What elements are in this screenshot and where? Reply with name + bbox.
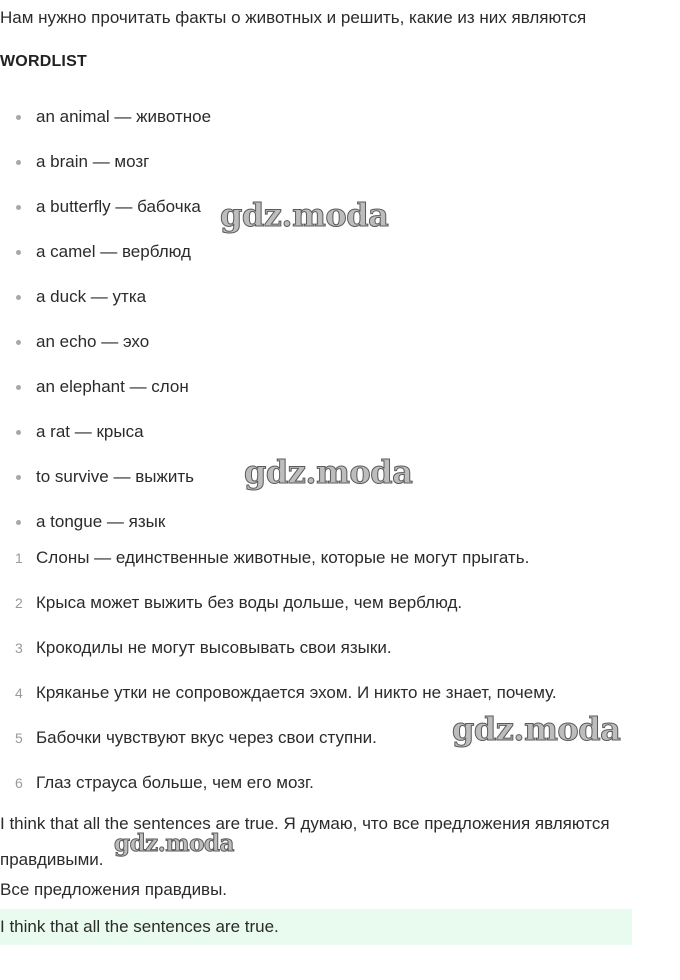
watermark-logo: gdz.moda [220, 196, 389, 234]
watermark-logo: gdz.moda [244, 453, 413, 491]
wordlist-item [0, 374, 211, 419]
wordlist-item [0, 419, 211, 464]
wordlist-item-text: a rat — крыса [36, 422, 144, 441]
facts-list [0, 545, 557, 815]
bullet-icon [16, 430, 21, 435]
bullet-icon [16, 250, 21, 255]
bullet-icon [16, 340, 21, 345]
fact-text: Глаз страуса больше, чем его мозг. [36, 773, 314, 792]
fact-number: 4 [15, 685, 23, 701]
fact-text: Бабочки чувствуют вкус через свои ступни. [36, 728, 377, 747]
wordlist-item [0, 329, 211, 374]
fact-text: Крокодилы не могут высовывать свои языки. [36, 638, 392, 657]
wordlist-item-text: a duck — утка [36, 287, 147, 306]
fact-text: Кряканье утки не сопровождается эхом. И никто не знает, почему. [36, 683, 557, 702]
wordlist-item [0, 464, 211, 509]
summary-text: Все предложения правдивы. [0, 880, 228, 899]
bullet-icon [16, 295, 21, 300]
wordlist-item [0, 104, 211, 149]
watermark-logo: gdz.moda [452, 710, 621, 748]
highlighted-answer: I think that all the sentences are true. [0, 909, 632, 945]
fact-text: Слоны — единственные животные, которые не могут прыгать. [36, 548, 530, 567]
answer-paragraph: I think that all the sentences are true. Я думаю, что все предложения являются правдивыми. [0, 814, 610, 869]
fact-item [0, 725, 557, 770]
wordlist-item [0, 149, 211, 194]
wordlist-item-text: to survive — выжить [36, 467, 194, 486]
wordlist-item-text: an animal — животное [36, 107, 212, 126]
wordlist-item-text: a brain — мозг [36, 152, 150, 171]
fact-item [0, 635, 557, 680]
wordlist-item [0, 194, 211, 239]
wordlist [0, 104, 211, 554]
intro-text: Нам нужно прочитать факты о животных и решить, какие из них являются [0, 8, 587, 27]
wordlist-item [0, 239, 211, 284]
fact-item [0, 545, 557, 590]
bullet-icon [16, 160, 21, 165]
bullet-icon [16, 520, 21, 525]
fact-number: 2 [15, 595, 23, 611]
wordlist-item [0, 284, 211, 329]
wordlist-item-text: a butterfly — бабочка [36, 197, 201, 216]
fact-number: 5 [15, 730, 23, 746]
wordlist-item-text: an elephant — слон [36, 377, 189, 396]
fact-item [0, 590, 557, 635]
bullet-icon [16, 115, 21, 120]
fact-number: 3 [15, 640, 23, 656]
watermark-logo: gdz.moda [114, 830, 234, 857]
wordlist-item-text: an echo — эхо [36, 332, 150, 351]
wordlist-item-text: a tongue — язык [36, 512, 166, 531]
wordlist-heading: WORDLIST [0, 53, 87, 70]
wordlist-item-text: a camel — верблюд [36, 242, 191, 261]
bullet-icon [16, 385, 21, 390]
bullet-icon [16, 205, 21, 210]
fact-item [0, 680, 557, 725]
bullet-icon [16, 475, 21, 480]
fact-number: 1 [15, 550, 23, 566]
fact-text: Крыса может выжить без воды дольше, чем верблюд. [36, 593, 463, 612]
fact-number: 6 [15, 775, 23, 791]
